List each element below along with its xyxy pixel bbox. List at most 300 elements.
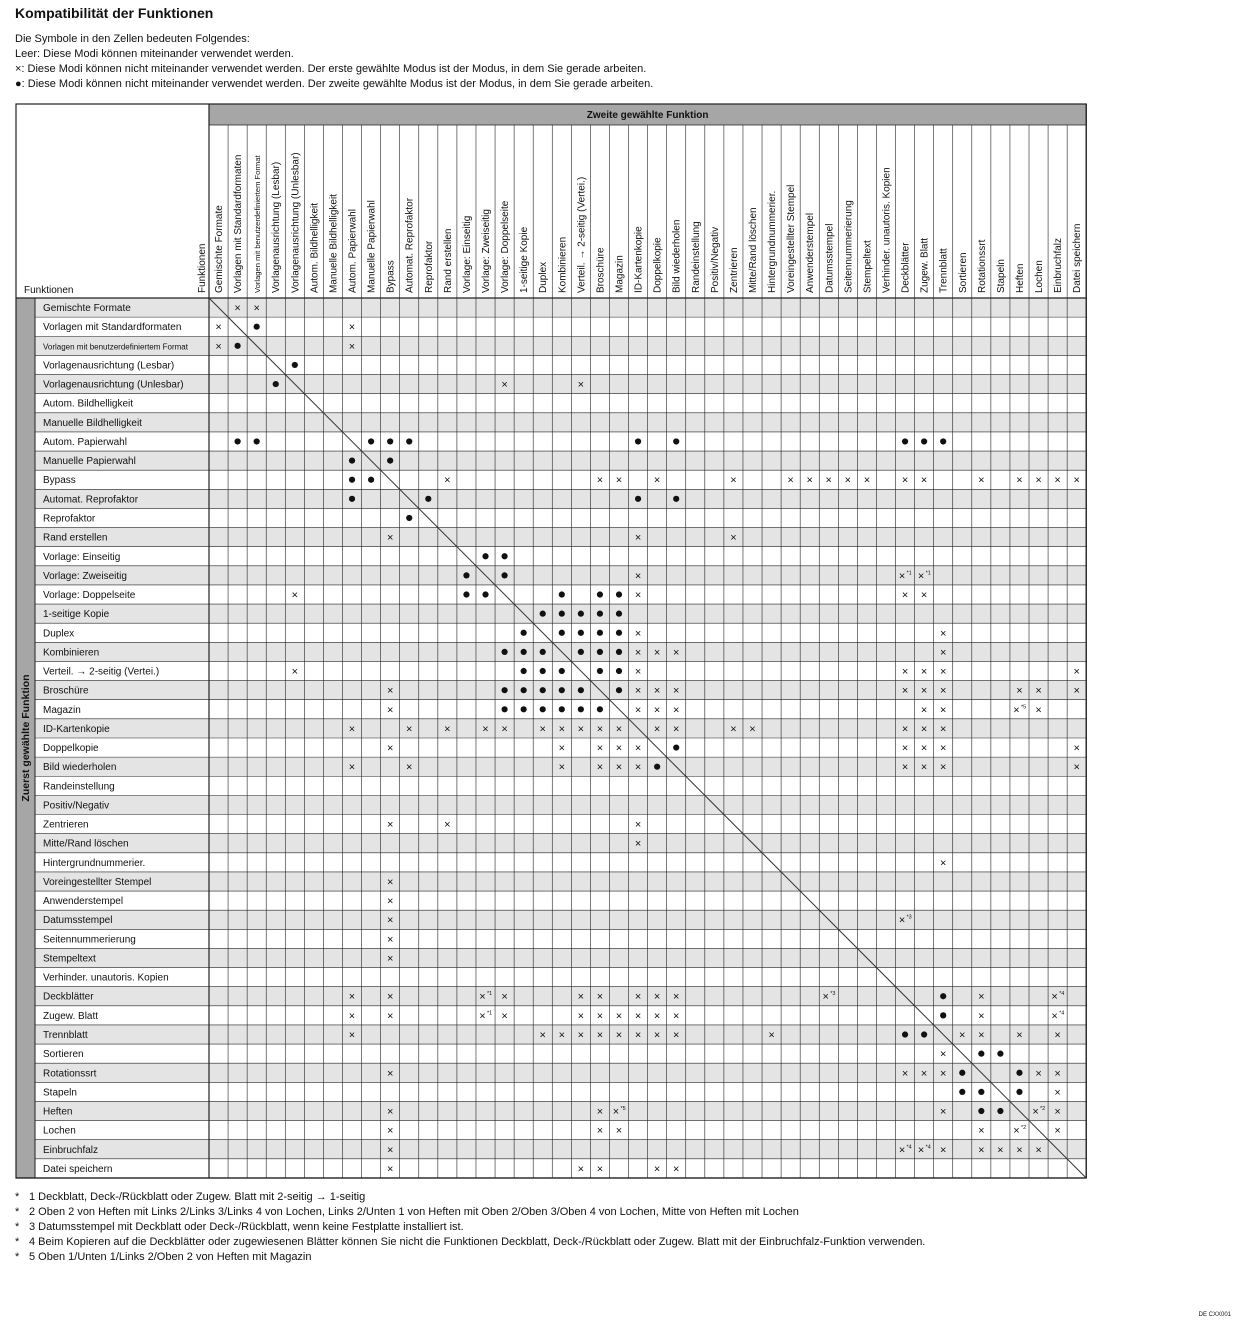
cross-mark: × (672, 1010, 680, 1023)
dot-mark (616, 630, 622, 636)
cross-mark: × (615, 1029, 623, 1042)
column-header: Anwenderstempel (805, 212, 817, 293)
dot-mark (921, 1031, 927, 1037)
cross-mark: × (479, 1010, 486, 1023)
functions-corner-label: Funktionen (24, 285, 74, 296)
cross-mark: × (558, 723, 566, 736)
footnote-5: * 5 Oben 1/Unten 1/Links 2/Oben 2 von Heften mit Magazin (15, 1251, 312, 1263)
dot-mark (540, 668, 546, 674)
column-header: Bypass (385, 260, 397, 293)
cross-mark: × (939, 761, 947, 774)
cross-mark: × (386, 1067, 394, 1080)
row-label: Vorlagenausrichtung (Unlesbar) (43, 379, 184, 391)
dot-mark (578, 649, 584, 655)
footnote-ref: *4 (1059, 991, 1065, 998)
cross-mark: × (444, 819, 451, 832)
cross-mark: × (634, 1029, 642, 1042)
cross-mark: × (825, 474, 832, 487)
dot-mark (978, 1089, 984, 1095)
row-label: Automat. Reprofaktor (43, 494, 139, 506)
cross-mark: × (978, 1010, 985, 1023)
row-label: Stempeltext (43, 953, 96, 965)
dot-mark (501, 687, 507, 693)
cross-mark: × (501, 1010, 508, 1023)
dot-mark (578, 687, 584, 693)
row-label: Manuelle Papierwahl (43, 456, 136, 468)
cross-mark: × (444, 474, 451, 487)
cross-mark: × (939, 666, 947, 679)
dot-mark (540, 649, 546, 655)
row-stripe (35, 451, 1086, 470)
column-header: Verteil. → 2-seitig (Vertei.) (576, 176, 588, 293)
cross-mark: × (749, 723, 756, 736)
cross-mark: × (291, 666, 299, 679)
row-stripe (35, 336, 1086, 355)
dot-mark (235, 343, 241, 349)
cross-mark: × (672, 991, 680, 1004)
cross-mark: × (920, 1067, 928, 1080)
footnote-ref: *1 (925, 570, 931, 577)
cross-mark: × (1051, 1010, 1058, 1023)
cross-mark: × (920, 666, 928, 679)
footnote-2: * 2 Oben 2 von Heften mit Links 2/Links 3/Links 4 von Lochen, Links 2/Unten 1 von Heften mit Oben 2/Oben 3/Oben 4 von Lochen, Mitte von Heften mit Lochen (15, 1206, 799, 1218)
dot-mark (559, 611, 565, 617)
cross-mark: × (653, 685, 661, 698)
cross-mark: × (920, 723, 928, 736)
footnote-ref: *4 (906, 1144, 912, 1151)
column-header: Verhinder. unautoris. Kopien (881, 167, 893, 293)
cross-mark: × (978, 474, 985, 487)
cross-mark: × (558, 1029, 566, 1042)
column-header: Vorlagenausrichtung (Unlesbar) (290, 152, 302, 293)
cross-mark: × (653, 1163, 661, 1176)
dot-mark (254, 438, 260, 444)
cross-mark: × (596, 1163, 604, 1176)
cross-mark: × (1032, 1106, 1039, 1119)
cross-mark: × (386, 1163, 394, 1176)
cross-mark: × (653, 646, 661, 659)
dot-mark (501, 706, 507, 712)
dot-mark (1016, 1070, 1022, 1076)
dot-mark (254, 324, 260, 330)
cross-mark: × (596, 1125, 604, 1138)
cross-mark: × (1013, 1125, 1020, 1138)
cross-mark: × (939, 857, 947, 870)
cross-mark: × (901, 666, 909, 679)
cross-mark: × (348, 1029, 356, 1042)
cross-mark: × (653, 1029, 661, 1042)
dot-mark (559, 706, 565, 712)
cross-mark: × (901, 742, 909, 755)
dot-mark (635, 438, 641, 444)
cross-mark: × (672, 1163, 680, 1176)
cross-mark: × (917, 570, 925, 583)
cross-mark: × (901, 589, 909, 602)
cross-mark: × (978, 1029, 985, 1042)
column-header: Trennblatt (938, 248, 950, 293)
cross-mark: × (939, 1067, 947, 1080)
column-header: Rand erstellen (442, 228, 454, 293)
cross-mark: × (939, 1048, 947, 1061)
cross-mark: × (634, 819, 642, 832)
dot-mark (959, 1070, 965, 1076)
legend-dot: ●: Diese Modi können nicht miteinander verwendet werden. Der zweite gewählte Modus ist der Modus, in dem Sie gerade arbeiten. (15, 78, 654, 90)
cross-mark: × (386, 742, 394, 755)
dot-mark (387, 458, 393, 464)
row-label: Magazin (43, 704, 81, 716)
row-stripe (35, 298, 1086, 317)
dot-mark (521, 687, 527, 693)
dot-mark (349, 496, 355, 502)
row-label: Manuelle Bildhelligkeit (43, 417, 142, 429)
cross-mark: × (634, 589, 642, 602)
dot-mark (368, 477, 374, 483)
dot-mark (349, 477, 355, 483)
column-header: Seitennummerierung (843, 200, 855, 293)
dot-mark (501, 553, 507, 559)
column-header: Duplex (538, 261, 550, 293)
row-label: Duplex (43, 628, 75, 640)
dot-mark (559, 668, 565, 674)
row-label: Vorlagenausrichtung (Lesbar) (43, 360, 175, 372)
cross-mark: × (634, 761, 642, 774)
cross-mark: × (1051, 991, 1058, 1004)
column-header: Autom. Papierwahl (347, 209, 359, 293)
cross-mark: × (348, 1010, 356, 1023)
column-header: Positiv/Negativ (709, 226, 721, 293)
row-label: 1-seitige Kopie (43, 609, 110, 621)
dot-mark (597, 611, 603, 617)
column-header: Gemischte Formate (214, 205, 226, 293)
row-label: Randeinstellung (43, 781, 115, 793)
first-function-header: Zuerst gewählte Funktion (20, 674, 32, 802)
cross-mark: × (978, 991, 985, 1004)
cross-mark: × (898, 570, 906, 583)
cross-mark: × (1073, 742, 1080, 755)
cross-mark: × (939, 1106, 947, 1119)
cross-mark: × (634, 1010, 642, 1023)
row-stripe (35, 987, 1086, 1006)
dot-mark (559, 591, 565, 597)
cross-mark: × (577, 991, 585, 1004)
cross-mark: × (672, 704, 680, 717)
cross-mark: × (577, 379, 585, 392)
cross-mark: × (596, 761, 604, 774)
cross-mark: × (939, 646, 947, 659)
dot-mark (959, 1089, 965, 1095)
dot-mark (292, 362, 298, 368)
dot-mark (273, 381, 279, 387)
row-label: Einbruchfalz (43, 1144, 99, 1156)
cross-mark: × (901, 685, 909, 698)
cross-mark: × (1054, 1125, 1061, 1138)
cross-mark: × (939, 627, 947, 640)
cross-mark: × (1035, 685, 1042, 698)
cross-mark: × (787, 474, 794, 487)
row-label: Vorlage: Einseitig (43, 551, 121, 563)
cross-mark: × (406, 723, 413, 736)
cross-mark: × (917, 1144, 925, 1157)
row-label: Deckblätter (43, 991, 94, 1003)
dot-mark (521, 706, 527, 712)
cross-mark: × (1035, 1144, 1042, 1157)
dot-mark (978, 1051, 984, 1057)
cross-mark: × (577, 1163, 585, 1176)
cross-mark: × (634, 704, 642, 717)
column-header: Vorlagen mit benutzerdefiniertem Format (253, 155, 263, 293)
cross-mark: × (596, 1010, 604, 1023)
cross-mark: × (596, 1029, 604, 1042)
cross-mark: × (444, 723, 451, 736)
row-label: Doppelkopie (43, 743, 99, 755)
footnote-ref: *4 (925, 1144, 931, 1151)
row-stripe (35, 413, 1086, 432)
row-label: Verteil. → 2-seitig (Vertei.) (43, 666, 160, 678)
dot-mark (425, 496, 431, 502)
row-label: Zugew. Blatt (43, 1010, 99, 1022)
cross-mark: × (634, 666, 642, 679)
cross-mark: × (920, 742, 928, 755)
column-header: Reprofaktor (423, 240, 435, 293)
dot-mark (673, 438, 679, 444)
cross-mark: × (234, 302, 241, 315)
column-header: Hintergrundnummerier. (767, 190, 779, 293)
page-title: Kompatibilität der Funktionen (15, 5, 214, 21)
cross-mark: × (730, 532, 737, 545)
dot-mark (902, 438, 908, 444)
cross-mark: × (901, 474, 909, 487)
dot-mark (940, 438, 946, 444)
row-label: Rotationssrt (43, 1068, 97, 1080)
cross-mark: × (1054, 1029, 1061, 1042)
dot-mark (616, 668, 622, 674)
column-header: Stapeln (995, 259, 1007, 293)
cross-mark: × (615, 742, 623, 755)
dot-mark (1016, 1089, 1022, 1095)
cross-mark: × (577, 723, 585, 736)
document-id: DE CXX001 (1198, 1312, 1231, 1318)
dot-mark (368, 438, 374, 444)
column-header: Voreingestellter Stempel (786, 184, 798, 293)
cross-mark: × (291, 589, 299, 602)
row-label: Datei speichern (43, 1163, 113, 1175)
column-header: Automat. Reprofaktor (404, 197, 416, 293)
dot-mark (521, 630, 527, 636)
cross-mark: × (386, 819, 394, 832)
cross-mark: × (615, 761, 623, 774)
cross-mark: × (634, 646, 642, 659)
column-header: Vorlage: Doppelseite (500, 200, 512, 293)
cross-mark: × (672, 685, 680, 698)
dot-mark (978, 1108, 984, 1114)
column-header: Doppelkopie (652, 237, 664, 293)
dot-mark (540, 687, 546, 693)
cross-mark: × (863, 474, 871, 487)
row-label: Bypass (43, 475, 76, 487)
column-header: Randeinstellung (690, 221, 702, 293)
cross-mark: × (901, 761, 909, 774)
row-label: ID-Kartenkopie (43, 723, 110, 735)
cross-mark: × (1013, 704, 1020, 717)
cross-mark: × (501, 991, 508, 1004)
row-label: Vorlage: Doppelseite (43, 590, 136, 602)
column-header: Mitte/Rand löschen (747, 207, 759, 293)
legend-empty: Leer: Diese Modi können miteinander verwendet werden. (15, 48, 294, 60)
column-header: Kombinieren (557, 236, 569, 293)
row-label: Hintergrundnummerier. (43, 857, 146, 869)
row-label: Voreingestellter Stempel (43, 876, 152, 888)
column-header: 1-seitige Kopie (519, 226, 531, 293)
footnote-3: * 3 Datumsstempel mit Deckblatt oder Deck-/Rückblatt, wenn keine Festplatte installiert ist. (15, 1221, 464, 1233)
footnote-ref: *2 (1020, 1125, 1027, 1132)
cross-mark: × (348, 761, 356, 774)
row-label: Gemischte Formate (43, 303, 131, 315)
column-header: ID-Kartenkopie (633, 226, 645, 293)
cross-mark: × (482, 723, 489, 736)
footnote-ref: *1 (487, 1010, 493, 1017)
cross-mark: × (898, 1144, 906, 1157)
column-header: Datei speichern (1072, 223, 1084, 293)
cross-mark: × (1054, 1086, 1061, 1099)
cross-mark: × (978, 1125, 985, 1138)
cross-mark: × (939, 742, 947, 755)
footnote-1: * 1 Deckblatt, Deck-/Rückblatt oder Zugew. Blatt mit 2-seitig → 1-seitig (15, 1191, 366, 1203)
dot-mark (578, 630, 584, 636)
dot-mark (578, 706, 584, 712)
cross-mark: × (730, 474, 737, 487)
row-stripe (35, 795, 1086, 814)
cross-mark: × (997, 1144, 1004, 1157)
cross-mark: × (920, 704, 928, 717)
row-label: Sortieren (43, 1049, 84, 1061)
cross-mark: × (1016, 685, 1023, 698)
cross-mark: × (653, 704, 661, 717)
footnote-ref: *5 (620, 1106, 626, 1113)
row-stripe (35, 642, 1086, 661)
dot-mark (501, 649, 507, 655)
column-header: Heften (1014, 263, 1026, 293)
cross-mark: × (558, 761, 566, 774)
cross-mark: × (596, 991, 604, 1004)
cross-mark: × (634, 742, 642, 755)
cross-mark: × (978, 1144, 985, 1157)
cross-mark: × (596, 742, 604, 755)
column-header: Vorlage: Zweiseitig (481, 209, 493, 293)
dot-mark (997, 1108, 1003, 1114)
cross-mark: × (386, 685, 394, 698)
cross-mark: × (634, 627, 642, 640)
cross-mark: × (844, 474, 852, 487)
row-label: Autom. Bildhelligkeit (43, 398, 134, 410)
dot-mark (406, 438, 412, 444)
footnote-ref: *5 (1020, 704, 1027, 711)
cross-mark: × (939, 685, 947, 698)
dot-mark (559, 630, 565, 636)
dot-mark (559, 687, 565, 693)
cross-mark: × (806, 474, 813, 487)
dot-mark (540, 706, 546, 712)
column-header: Magazin (614, 255, 626, 293)
dot-mark (387, 438, 393, 444)
footnote-ref: *3 (830, 991, 836, 998)
cross-mark: × (386, 876, 394, 889)
cross-mark: × (215, 340, 222, 353)
cross-mark: × (615, 723, 623, 736)
footnote-ref: *1 (906, 570, 912, 577)
row-label: Zentrieren (43, 819, 89, 831)
cross-mark: × (920, 474, 928, 487)
footnote-ref: *1 (487, 991, 493, 998)
cross-mark: × (577, 1029, 585, 1042)
legend-cross: ×: Diese Modi können nicht miteinander verwendet werden. Der erste gewählte Modus ist der Modus, in dem Sie gerade arbeiten. (15, 63, 647, 75)
row-label: Positiv/Negativ (43, 800, 110, 812)
dot-mark (940, 993, 946, 999)
dot-mark (616, 687, 622, 693)
cross-mark: × (939, 1144, 947, 1157)
row-stripe (35, 489, 1086, 508)
row-label: Kombinieren (43, 647, 100, 659)
cross-mark: × (215, 321, 222, 334)
cross-mark: × (672, 646, 680, 659)
cross-mark: × (386, 532, 394, 545)
cross-mark: × (348, 991, 356, 1004)
column-header: Deckblätter (900, 242, 912, 293)
cross-mark: × (920, 685, 928, 698)
cross-mark: × (634, 838, 642, 851)
dot-mark (406, 515, 412, 521)
cross-mark: × (672, 1029, 680, 1042)
cross-mark: × (596, 1106, 604, 1119)
cross-mark: × (539, 723, 546, 736)
cross-mark: × (1054, 1067, 1061, 1080)
footnote-ref: *2 (1040, 1106, 1046, 1113)
cross-mark: × (615, 1125, 623, 1138)
legend-intro: Die Symbole in den Zellen bedeuten Folgendes: (15, 33, 250, 45)
cross-mark: × (348, 321, 356, 334)
cross-mark: × (479, 991, 486, 1004)
cross-mark: × (558, 742, 566, 755)
column-header: Zugew. Blatt (919, 237, 931, 293)
dot-mark (482, 591, 488, 597)
cross-mark: × (386, 1144, 394, 1157)
cross-mark: × (386, 1106, 394, 1119)
dot-mark (673, 744, 679, 750)
row-label: Autom. Papierwahl (43, 436, 127, 448)
dot-mark (463, 572, 469, 578)
dot-mark (635, 496, 641, 502)
cross-mark: × (901, 723, 909, 736)
column-header: Autom. Bildhelligkeit (309, 202, 321, 293)
dot-mark (597, 630, 603, 636)
cross-mark: × (386, 895, 394, 908)
cross-mark: × (1054, 474, 1061, 487)
row-stripe (35, 872, 1086, 891)
row-label: Broschüre (43, 685, 89, 697)
cross-mark: × (634, 570, 642, 583)
row-stripe (35, 528, 1086, 547)
cross-mark: × (612, 1106, 620, 1119)
cross-mark: × (577, 1010, 585, 1023)
cross-mark: × (348, 723, 356, 736)
footnote-4: * 4 Beim Kopieren auf die Deckblätter oder zugewiesenen Blätter können Sie nicht die Funktionen Deckblatt, Deck-/Rückblatt oder Zugew. Blatt mit der Einbruchfalz-Funktion verwenden. (15, 1236, 926, 1248)
column-header: Broschüre (595, 247, 607, 293)
row-stripe (35, 1063, 1086, 1082)
dot-mark (235, 438, 241, 444)
cross-mark: × (1035, 704, 1042, 717)
cross-mark: × (653, 991, 661, 1004)
cross-mark: × (386, 914, 394, 927)
cross-mark: × (634, 991, 642, 1004)
